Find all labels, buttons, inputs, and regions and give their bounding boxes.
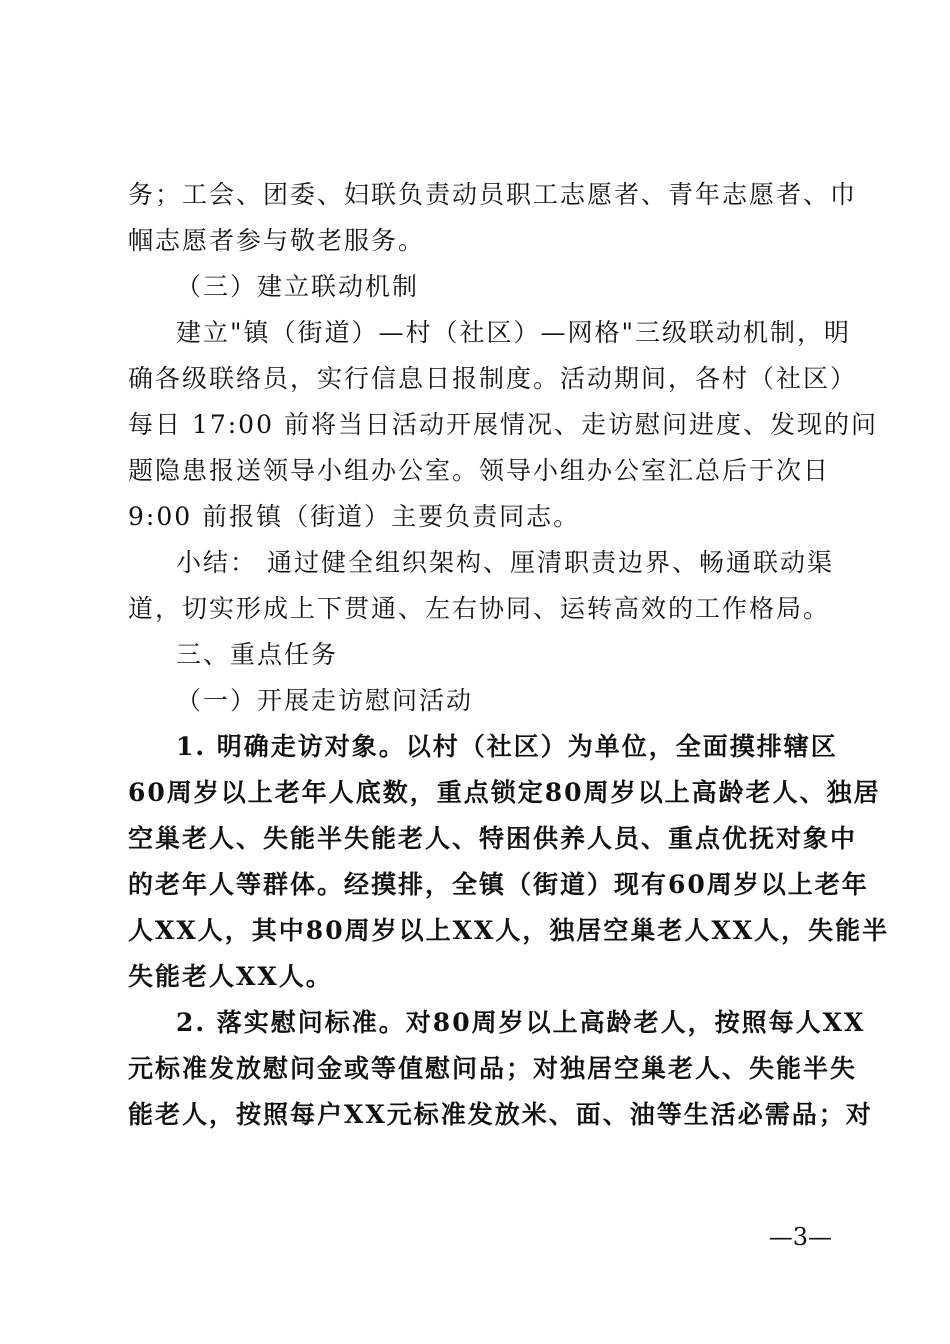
body-text-line: 9:00 前报镇（街道）主要负责同志。: [128, 502, 581, 531]
item-line: 的老年人等群体。经摸排，全镇（街道）现有60周岁以上老年: [128, 870, 869, 899]
body-text-line: 确各级联络员，实行信息日报制度。活动期间，各村（社区）: [128, 364, 858, 393]
item-line: 能老人，按照每户XX元标准发放米、面、油等生活必需品；对: [128, 1100, 873, 1129]
body-text-line: 道，切实形成上下贯通、左右协同、运转高效的工作格局。: [128, 594, 831, 623]
body-text-line: 务；工会、团委、妇联负责动员职工志愿者、青年志愿者、巾: [128, 180, 858, 209]
section-heading: 三、重点任务: [176, 640, 339, 669]
body-text-line: 每日 17:00 前将当日活动开展情况、走访慰问进度、发现的问: [128, 410, 878, 439]
body-text-line: 帼志愿者参与敬老服务。: [128, 226, 426, 255]
subsection-heading: （一）开展走访慰问活动: [176, 686, 474, 715]
item-line: 1. 明确走访对象。以村（社区）为单位，全面摸排辖区: [176, 732, 838, 761]
summary-line: 小结： 通过健全组织架构、厘清职责边界、畅通联动渠: [176, 548, 834, 577]
item-line: 空巢老人、失能半失能老人、特困供养人员、重点优抚对象中: [128, 824, 858, 853]
body-text-line: 建立"镇（街道）—村（社区）—网格"三级联动机制，明: [176, 318, 852, 347]
item-line: 元标准发放慰问金或等值慰问品；对独居空巢老人、失能半失: [128, 1054, 858, 1083]
subsection-heading: （三）建立联动机制: [176, 272, 420, 301]
body-text-line: 题隐患报送领导小组办公室。领导小组办公室汇总后于次日: [128, 456, 831, 485]
item-line: 人XX人，其中80周岁以上XX人，独居空巢老人XX人，失能半: [128, 916, 890, 945]
item-line: 60周岁以上老年人底数，重点锁定80周岁以上高龄老人、独居: [128, 778, 881, 807]
page-number: —3—: [768, 1223, 832, 1251]
item-line: 失能老人XX人。: [128, 962, 333, 991]
item-line: 2. 落实慰问标准。对80周岁以上高龄老人，按照每人XX: [176, 1008, 866, 1037]
